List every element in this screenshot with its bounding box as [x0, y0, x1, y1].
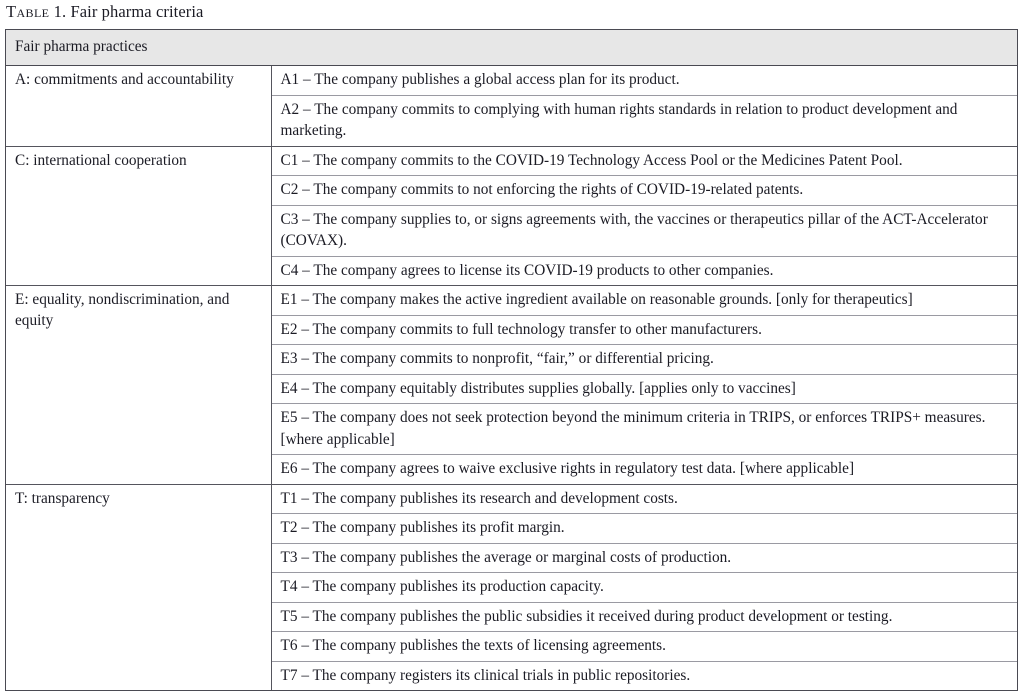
criterion-cell: E5 – The company does not seek protection beyond the minimum criteria in TRIPS, or enforces TRIPS+ measures. [where applicable] — [271, 404, 1017, 455]
table-header — [6, 30, 1017, 66]
criterion-cell: A2 – The company commits to complying with human rights standards in relation to product development and marketing. — [271, 95, 1017, 146]
criterion-cell: T1 – The company publishes its research and development costs. — [271, 484, 1017, 514]
table-row — [6, 66, 1017, 96]
caption-rest: 1. Fair pharma criteria — [49, 2, 204, 21]
criterion-cell: C2 – The company commits to not enforcing the rights of COVID-19-related patents. — [271, 176, 1017, 206]
criterion-cell: E2 – The company commits to full technology transfer to other manufacturers. — [271, 315, 1017, 345]
table-caption — [6, 1, 203, 23]
table-row — [6, 286, 1017, 316]
criteria-group-label: E: equality, nondiscrimination, and equity — [6, 286, 271, 485]
header-fair-pharma-practices: Fair pharma practices — [6, 30, 1017, 66]
criterion-cell: T3 – The company publishes the average or marginal costs of production. — [271, 543, 1017, 573]
criterion-cell: E4 – The company equitably distributes supplies globally. [applies only to vaccines] — [271, 374, 1017, 404]
table-row — [6, 484, 1017, 514]
table-row — [6, 146, 1017, 176]
criterion-cell: C1 – The company commits to the COVID-19 Technology Access Pool or the Medicines Patent Pool. — [271, 146, 1017, 176]
criterion-cell: T2 – The company publishes its profit margin. — [271, 514, 1017, 544]
table-body — [6, 66, 1017, 691]
criterion-cell: C4 – The company agrees to license its COVID-19 products to other companies. — [271, 256, 1017, 286]
criteria-group-label: C: international cooperation — [6, 146, 271, 286]
table-header-row — [6, 30, 1017, 66]
criteria-group-label: A: commitments and accountability — [6, 66, 271, 147]
caption-table-word: Table — [6, 2, 50, 21]
criterion-cell: T5 – The company publishes the public subsidies it received during product development or testing. — [271, 602, 1017, 632]
criterion-cell: E6 – The company agrees to waive exclusive rights in regulatory test data. [where applicable] — [271, 455, 1017, 485]
criterion-cell: T7 – The company registers its clinical trials in public repositories. — [271, 661, 1017, 690]
fair-pharma-criteria-table — [5, 29, 1018, 691]
criterion-cell: A1 – The company publishes a global access plan for its product. — [271, 66, 1017, 96]
criteria-group-label: T: transparency — [6, 484, 271, 690]
criterion-cell: E3 – The company commits to nonprofit, “fair,” or differential pricing. — [271, 345, 1017, 375]
criterion-cell: C3 – The company supplies to, or signs agreements with, the vaccines or therapeutics pillar of the ACT-Accelerator (COVAX). — [271, 205, 1017, 256]
criterion-cell: E1 – The company makes the active ingredient available on reasonable grounds. [only for therapeutics] — [271, 286, 1017, 316]
criterion-cell: T4 – The company publishes its production capacity. — [271, 573, 1017, 603]
criterion-cell: T6 – The company publishes the texts of licensing agreements. — [271, 632, 1017, 662]
